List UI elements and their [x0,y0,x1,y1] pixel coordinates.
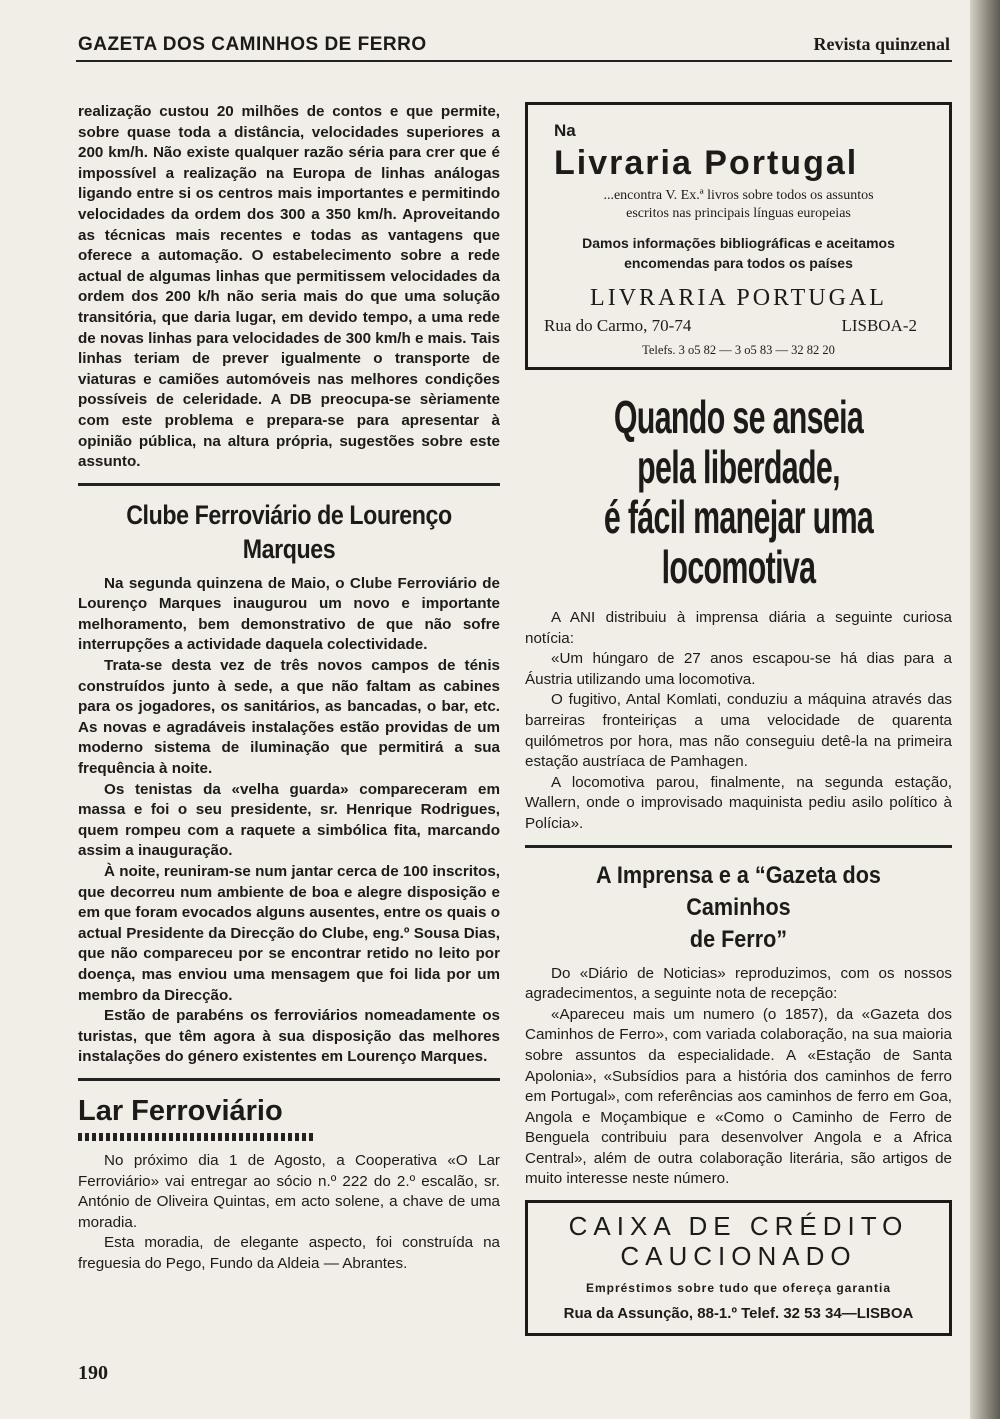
advert-address: Rua do Carmo, 70-74 [544,316,692,335]
caixa-advert [525,1200,952,1336]
section-divider [78,483,500,486]
advert-address-row [540,315,937,337]
publication-title: GAZETA DOS CAMINHOS DE FERRO [78,34,427,55]
advert-city: LISBOA-2 [841,316,917,335]
caixa-subtitle: Empréstimos sobre tudo que ofereça garantia [585,1281,892,1296]
page-header [78,34,950,60]
advert-line: ...encontra V. Ex.ª livros sobre todos os assuntos [603,188,874,203]
advert-bold-line: Damos informações bibliográficas e aceitamos [582,235,895,251]
quando-paragraph: A ANI distribuiu à imprensa diária a seguinte curiosa notícia: [525,609,952,647]
imprensa-heading [546,860,930,956]
clube-paragraph: Estão de parabéns os ferroviários nomeadamente os turistas, que têm agora à sua disposição das melhores instalações do género existentes em Lourenço Marques. [78,1007,500,1066]
lar-paragraph: No próximo dia 1 de Agosto, a Cooperativa «O Lar Ferroviário» vai entregar ao sócio n.º 222 do 2.º escalão, sr. António de Oliveira Quintas, em acto solene, a chave de uma moradia. [78,1151,500,1231]
section-divider [78,1078,500,1081]
clube-paragraph: Os tenistas da «velha guarda» compareceram em massa e foi o seu presidente, sr. Henrique Rodrigues, quem rompeu com a raquete a simbólica fita, marcando assim a inauguração. [78,780,500,860]
advert-shop-name: LIVRARIA PORTUGAL [590,285,887,311]
quando-heading-line: Quando se anseia pela liberdade, [613,391,864,493]
publication-subtitle: Revista quinzenal [813,34,950,54]
advert-bold-line: encomendas para todos os países [624,255,853,271]
header-rule [76,60,952,62]
livraria-advert [525,102,952,370]
advert-phones: Telefs. 3 o5 82 — 3 o5 83 — 32 82 20 [642,343,835,357]
page-edge-shadow [970,0,1000,1419]
quando-paragraph: O fugitivo, Antal Komlati, conduziu a máquina através das barreiras fronteiriças a uma velocidade de quarenta quilómetros por hora, mas não conseguiu detê-la na primeira estação austríaca de Pamhagen. [525,691,952,771]
imprensa-heading-line: de Ferro” [689,925,788,953]
quando-paragraph: «Um húngaro de 27 anos escapou-se há dias para a Áustria utilizando uma locomotiva. [525,650,952,688]
right-column [525,102,952,1336]
section-divider [525,845,952,848]
quando-heading-line: é fácil manejar uma locomotiva [603,491,874,593]
advert-title: Livraria Portugal [554,144,859,182]
imprensa-heading-line: A Imprensa e a “Gazeta dos Caminhos [596,861,881,921]
article-continuation: realização custou 20 milhões de contos e que permite, sobre quase toda a distância, velocidades superiores a 200 km/h. Não existe qualquer razão séria para crer que é impossível a realização na Europa de linhas análogas ligando entre si os centros mais importantes e permitindo velocidades da ordem dos 300 a 350 km/h. Aproveitando as técnicas mais recentes e todas as vantagens que oferece a automação. O estabelecimento sobre a rede actual de algumas linhas que permitissem velocidades da ordem dos 200 k/h não seria mais do que uma solução transitória, que daria lugar, em devido tempo, a uma rede de novas linhas para velocidades de 300 km/h e mais. Tais linhas teriam de prever igualmente o transporte de viaturas e camiões automóveis nas melhores condições possíveis de celeridade. A DB preocupa-se sèriamente com este problema e prepara-se para apresentar à opinião pública, na altura própria, sugestões sobre este assunto. [78,103,500,471]
imprensa-paragraph: Do «Diário de Noticias» reproduzimos, com os nossos agradecimentos, a seguinte nota de recepção: [525,964,952,1003]
lar-paragraph: Esta moradia, de elegante aspecto, foi construída na freguesia do Pego, Fundo da Aldeia — Abrantes. [78,1234,500,1272]
clube-paragraph: À noite, reuniram-se num jantar cerca de 100 inscritos, que decorreu num ambiente de boa e alegre disposição e em que foram evocados alguns ausentes, entre os quais o actual Presidente da Direcção do Clube, eng.º Sousa Dias, que não compareceu por se encontrar retido no leito por doença, mas enviou uma mensagem que foi lida por um membro da Direcção. [78,863,501,1004]
quando-heading [598,392,880,592]
clube-paragraph: Na segunda quinzena de Maio, o Clube Ferroviário de Lourenço Marques inaugurou um novo e importante melhoramento, bem demonstrativo de que não sofre interrupções a actividade daquela colectividade. [78,574,500,654]
clube-paragraph: Trata-se desta vez de três novos campos de ténis construídos junto à sede, a que não faltam as cabines para os jogadores, os sanitários, as bancadas, o bar, etc. As novas e agradáveis instalações estão providas de um moderno sistema de iluminação que permitirá a sua frequência à noite. [78,657,500,778]
wavy-underline [78,1133,313,1141]
caixa-title: CAUCIONADO [620,1241,857,1272]
imprensa-paragraph: «Apareceu mais um numero (o 1857), da «Gazeta dos Caminhos de Ferro», com variada colaboração, na sua maioria sobre assuntos da especialidade. A «Estação de Santa Apolonia», «Subsídios para a história dos caminhos de ferro em Portugal», com referências aos caminhos de ferro em Goa, Angola e Moçambique e «Como o Caminho de Ferro de Benguela contribuiu para desenvolver Angola e a Africa Central», além de outra colaboração literária, são artigos de muito interesse neste número. [525,1005,952,1188]
caixa-title: CAIXA DE CRÉDITO [568,1211,909,1242]
clube-heading: Clube Ferroviário de Lourenço Marques [126,499,452,564]
lar-heading: Lar Ferroviário [78,1094,283,1127]
page-number: 190 [78,1362,108,1384]
advert-na: Na [554,121,576,140]
caixa-address: Rua da Assunção, 88-1.º Telef. 32 53 34—LISBOA [563,1305,914,1323]
quando-paragraph: A locomotiva parou, finalmente, na segunda estação, Wallern, onde o improvisado maquinista pediu asilo político à Polícia». [525,773,952,832]
advert-line: escritos nas principais línguas europeias [626,206,851,221]
left-column [78,102,500,1275]
